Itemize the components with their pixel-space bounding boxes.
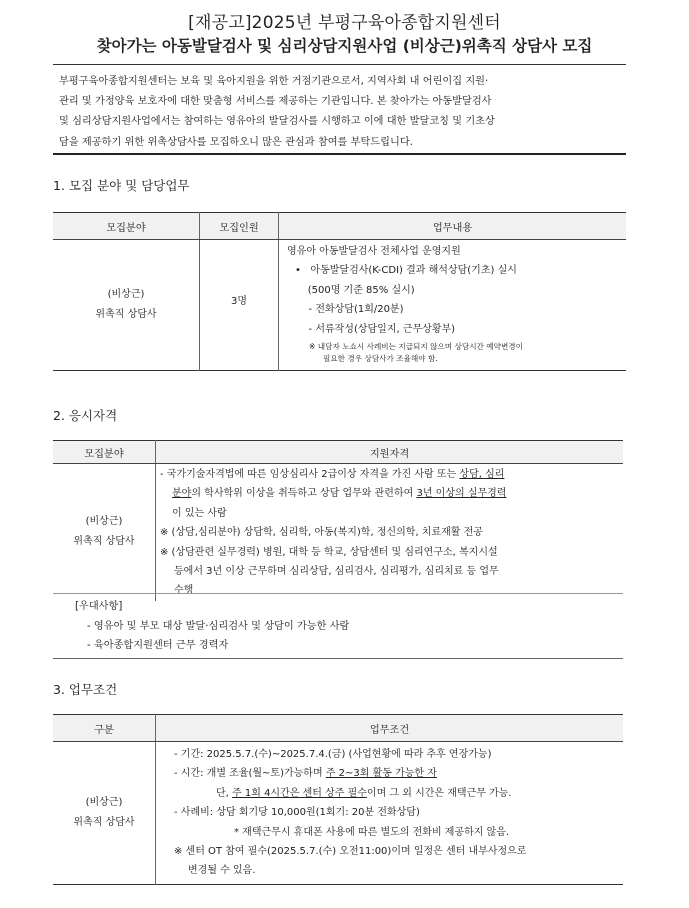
field-line: 위촉직 상담사: [95, 309, 157, 320]
conditions-cell: [156, 742, 624, 885]
qualification-line: ※ (상담,심리분야) 상담학, 심리학, 아동(복지)학, 정신의학, 치료재활 전공: [160, 527, 483, 539]
qualification-text: - 국가기술자격법에 따른 임상심리사 2급이상 자격을 가진 사람 또는: [160, 469, 460, 480]
col-header: 구분: [53, 715, 156, 742]
condition-text: 단,: [216, 787, 233, 799]
qualification-underlined: 분야: [172, 488, 192, 500]
field-line: (비상근): [85, 516, 123, 528]
duty-line: - 서류작성(상담일지, 근무상황부): [299, 323, 456, 335]
table-header-row: [53, 715, 623, 742]
qualification-cell: [156, 464, 624, 601]
qualification-line: 수행: [174, 585, 194, 597]
col-header: 모집인원: [200, 213, 279, 240]
field-cell: [53, 742, 156, 885]
condition-line: ※ 센터 OT 참여 필수(2025.5.7.(수) 오전11:00)이며 일정은 센터 내부사정으로: [174, 846, 527, 858]
duty-note: ※ 내담자 노쇼시 사례비는 지급되지 않으며 상담시간 예약변경이: [309, 342, 523, 352]
qualification-text: 의 학사학위 이상을 취득하고 상담 업무와 관련하여: [191, 488, 417, 500]
duty-line: - 전화상담(1회/20분): [299, 304, 404, 316]
condition-line: - 기간: 2025.5.7.(수)~2025.7.4.(금) (사업현황에 따라 추후 연장가능): [174, 749, 492, 760]
table-row: [53, 464, 623, 601]
section3-heading: 3. 업무조건: [53, 682, 118, 697]
duty-line: • 아동발달검사(K-CDI) 결과 해석상담(기초) 실시: [295, 265, 517, 277]
count-cell: 3명: [200, 240, 279, 371]
field-line: (비상근): [107, 289, 145, 300]
intro-line: 담을 제공하기 위한 위촉상담사를 모집하오니 많은 관심과 참여를 부탁드립니다.: [59, 136, 413, 148]
qualification-line: 이 있는 사람: [172, 507, 227, 519]
condition-underlined: 주 1회 4시간은 센터 상주 필수: [232, 787, 367, 799]
col-header: 모집분야: [53, 213, 200, 240]
intro-line: 및 심리상담지원사업에서는 참여하는 영유아의 발달검사를 시행하고 이에 대한 발달코칭 및 기초상: [59, 116, 495, 128]
table-row: [53, 742, 623, 885]
section2-table: [53, 440, 623, 601]
col-header: 지원자격: [156, 441, 624, 464]
field-cell: [53, 464, 156, 601]
qualification-line: ※ (상담관련 실무경력) 병원, 대학 등 학교, 상담센터 및 심리연구소, 복지시설: [160, 546, 498, 558]
intro-box: [53, 64, 626, 155]
qualification-underlined: 3년 이상의 실무경력: [416, 488, 507, 500]
field-cell: [53, 240, 200, 371]
field-line: 위촉직 상담사: [73, 817, 135, 828]
section2-heading: 2. 응시자격: [53, 408, 118, 423]
preference-item: - 육아종합지원센터 근무 경력자: [87, 640, 229, 652]
condition-line: - 사례비: 상담 회기당 10,000원(1회기: 20분 전화상담): [174, 807, 420, 819]
section1-heading: 1. 모집 분야 및 담당업무: [53, 178, 190, 193]
qualification-underlined: 상담, 심리: [459, 469, 505, 480]
section1-table: [53, 212, 626, 371]
table-row: [53, 240, 626, 371]
duty-line: 영유아 아동발달검사 전체사업 운영지원: [287, 246, 461, 257]
field-line: (비상근): [85, 797, 123, 808]
col-header: 업무조건: [156, 715, 624, 742]
preference-box: [53, 593, 623, 659]
notice-title-line2: 찾아가는 아동발달검사 및 심리상담지원사업 (비상근)위촉직 상담사 모집: [96, 37, 593, 55]
qualification-line: [160, 465, 623, 484]
notice-title-line1: [재공고]2025년 부평구육아종합지원센터: [188, 13, 501, 33]
section3-table: [53, 714, 623, 885]
condition-line: [174, 784, 623, 803]
condition-text: - 시간: 개별 조율(월~토)가능하며: [174, 768, 326, 780]
condition-underlined: 주 2~3회 활동 가능한 자: [325, 768, 437, 780]
preference-title: [우대사항]: [75, 601, 123, 612]
qualification-line: [160, 484, 623, 503]
duties-cell: [279, 240, 627, 371]
duty-note: 필요한 경우 상담사가 조율해야 함.: [323, 354, 438, 364]
field-line: 위촉직 상담사: [73, 536, 135, 548]
condition-text: 이며 그 외 시간은 재택근무 가능.: [366, 787, 512, 799]
duty-line: (500명 기준 85% 실시): [295, 284, 415, 296]
condition-line: 변경될 수 있음.: [188, 865, 256, 877]
condition-line: [174, 764, 623, 783]
col-header: 모집분야: [53, 441, 156, 464]
table-header-row: [53, 213, 626, 240]
condition-line: * 재택근무시 휴대폰 사용에 따른 별도의 전화비 제공하지 않음.: [234, 826, 510, 838]
intro-line: 관리 및 가정양육 보호자에 대한 맞춤형 서비스를 제공하는 기관입니다. 본 찾아가는 아동발달검사: [59, 96, 492, 108]
preference-item: - 영유아 및 부모 대상 발달·심리검사 및 상담이 가능한 사람: [87, 620, 350, 632]
table-header-row: [53, 441, 623, 464]
intro-line: 부평구육아종합지원센터는 보육 및 육아지원을 위한 거점기관으로서, 지역사회 내 어린이집 지원·: [59, 76, 489, 87]
col-header: 업무내용: [279, 213, 627, 240]
qualification-line: 등에서 3년 이상 근무하며 심리상담, 심리검사, 심리평가, 심리치료 등 업무: [174, 566, 499, 578]
intro-text: [53, 65, 626, 153]
